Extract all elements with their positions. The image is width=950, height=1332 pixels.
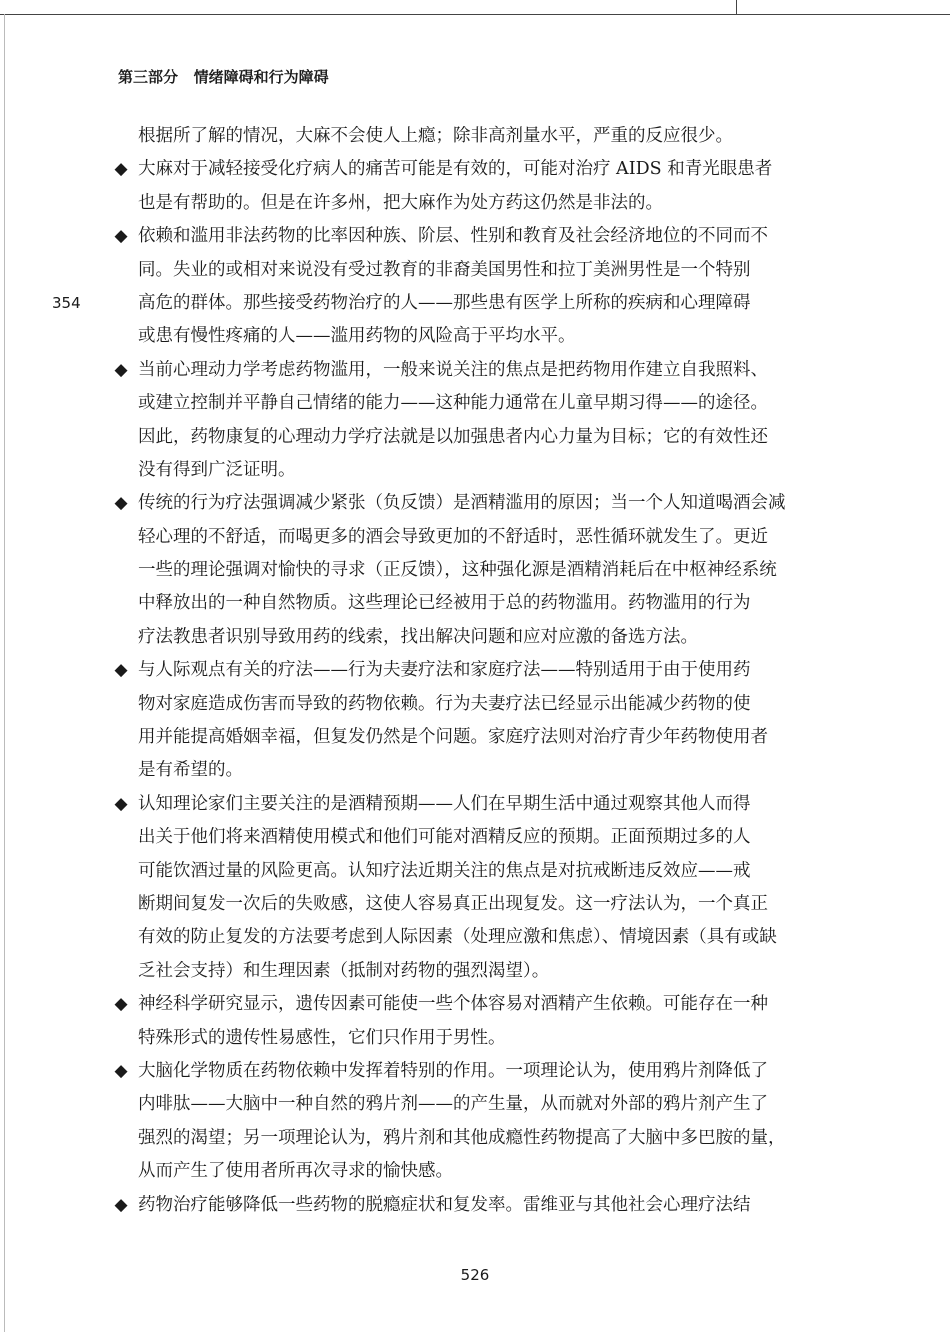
text-line: 用并能提高婚姻幸福，但复发仍然是个问题。家庭疗法则对治疗青少年药物使用者 <box>138 727 768 748</box>
bullet-diamond-icon: ◆ <box>114 793 128 814</box>
text-line: 内啡肽——大脑中一种自然的鸦片剂——的产生量，从而就对外部的鸦片剂产生了 <box>138 1094 768 1115</box>
text-line: 疗法教患者识别导致用药的线索，找出解决问题和应对应激的备选方法。 <box>138 626 698 647</box>
text-line: 依赖和滥用非法药物的比率因种族、阶层、性别和教育及社会经济地位的不同而不 <box>138 226 768 247</box>
text-line: 中释放出的一种自然物质。这些理论已经被用于总的药物滥用。药物滥用的行为 <box>138 593 751 614</box>
bullet-diamond-icon: ◆ <box>114 660 128 681</box>
bullet-item <box>108 1189 848 1222</box>
text-line: 没有得到广泛证明。 <box>138 459 296 480</box>
text-line: 断期间复发一次后的失败感，这使人容易真正出现复发。这一疗法认为，一个真正 <box>138 893 768 914</box>
text-line: 乏社会支持）和生理因素（抵制对药物的强烈渴望）。 <box>138 960 550 981</box>
bullet-diamond-icon: ◆ <box>114 226 128 247</box>
text-line: 或建立控制并平静自己情绪的能力——这种能力通常在儿童早期习得——的途径。 <box>138 393 768 414</box>
running-header: 第三部分 情绪障碍和行为障碍 <box>118 68 329 86</box>
bullet-list <box>108 153 848 1222</box>
page-content <box>108 120 848 1222</box>
text-line: 药物治疗能够降低一些药物的脱瘾症状和复发率。雷维亚与其他社会心理疗法结 <box>138 1194 751 1215</box>
bullet-diamond-icon: ◆ <box>114 359 128 380</box>
text-line: 传统的行为疗法强调减少紧张（负反馈）是酒精滥用的原因；当一个人知道喝酒会减 <box>138 493 786 514</box>
text-line: 有效的防止复发的方法要考虑到人际因素（处理应激和焦虑）、情境因素（具有或缺 <box>138 927 777 948</box>
bullet-diamond-icon: ◆ <box>114 1194 128 1215</box>
bullet-item <box>108 487 848 654</box>
text-line: 根据所了解的情况，大麻不会使人上瘾；除非高剂量水平，严重的反应很少。 <box>138 126 733 146</box>
text-line: 当前心理动力学考虑药物滥用，一般来说关注的焦点是把药物用作建立自我照料、 <box>138 359 768 380</box>
text-line: 同。失业的或相对来说没有受过教育的非裔美国男性和拉丁美洲男性是一个特别 <box>138 259 751 280</box>
text-line: 高危的群体。那些接受药物治疗的人——那些患有医学上所称的疾病和心理障碍 <box>138 292 751 313</box>
text-line: 从而产生了使用者所再次寻求的愉快感。 <box>138 1161 453 1182</box>
text-line: 可能饮酒过量的风险更高。认知疗法近期关注的焦点是对抗戒断违反效应——戒 <box>138 860 751 881</box>
top-rule <box>0 14 950 15</box>
bullet-diamond-icon: ◆ <box>114 493 128 514</box>
text-line: 特殊形式的遗传性易感性，它们只作用于男性。 <box>138 1027 506 1048</box>
text-line: 强烈的渴望；另一项理论认为，鸦片剂和其他成瘾性药物提高了大脑中多巴胺的量， <box>138 1127 786 1148</box>
bullet-diamond-icon: ◆ <box>114 1060 128 1081</box>
text-line: 大脑化学物质在药物依赖中发挥着特别的作用。一项理论认为，使用鸦片剂降低了 <box>138 1060 768 1081</box>
text-line: 一些的理论强调对愉快的寻求（正反馈），这种强化源是酒精消耗后在中枢神经系统 <box>138 560 777 581</box>
text-line: 认知理论家们主要关注的是酒精预期——人们在早期生活中通过观察其他人而得 <box>138 793 751 814</box>
bullet-diamond-icon: ◆ <box>114 159 128 180</box>
bullet-item <box>108 788 848 988</box>
text-line: 是有希望的。 <box>138 760 243 781</box>
bullet-item <box>108 153 848 220</box>
text-line: 神经科学研究显示，遗传因素可能使一些个体容易对酒精产生依赖。可能存在一种 <box>138 994 768 1015</box>
text-line: 与人际观点有关的疗法——行为夫妻疗法和家庭疗法——特别适用于由于使用药 <box>138 660 751 681</box>
margin-page-number: 354 <box>52 294 81 312</box>
bullet-item <box>108 654 848 788</box>
text-line: 或患有慢性疼痛的人——滥用药物的风险高于平均水平。 <box>138 326 576 347</box>
text-line: 出关于他们将来酒精使用模式和他们可能对酒精反应的预期。正面预期过多的人 <box>138 827 751 848</box>
continuation-paragraph <box>108 120 848 153</box>
text-line: 物对家庭造成伤害而导致的药物依赖。行为夫妻疗法已经显示出能减少药物的使 <box>138 693 751 714</box>
text-line: 大麻对于减轻接受化疗病人的痛苦可能是有效的，可能对治疗 AIDS 和青光眼患者 <box>138 159 773 180</box>
bullet-item <box>108 1055 848 1189</box>
page-number: 526 <box>460 1266 490 1284</box>
page-left-edge <box>4 14 5 1332</box>
text-line: 轻心理的不舒适，而喝更多的酒会导致更加的不舒适时，恶性循环就发生了。更近 <box>138 526 768 547</box>
text-line: 也是有帮助的。但是在许多州，把大麻作为处方药这仍然是非法的。 <box>138 192 663 213</box>
text-line: 因此，药物康复的心理动力学疗法就是以加强患者内心力量为目标；它的有效性还 <box>138 426 768 447</box>
bullet-item <box>108 220 848 354</box>
top-tick-mark <box>736 0 737 14</box>
bullet-diamond-icon: ◆ <box>114 994 128 1015</box>
bullet-item <box>108 988 848 1055</box>
bullet-item <box>108 354 848 488</box>
